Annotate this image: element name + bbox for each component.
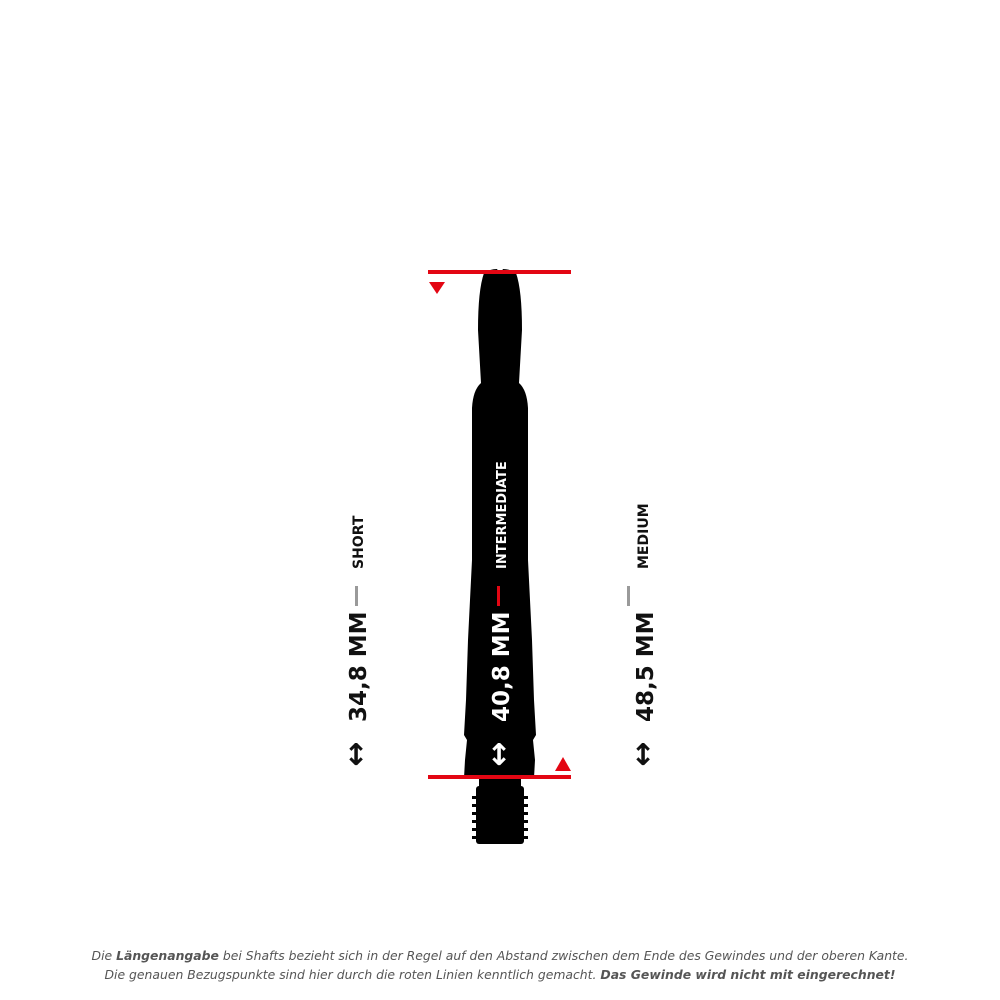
- short-length-label: 34,8 MM: [346, 611, 372, 722]
- intermediate-name-label: INTERMEDIATE: [495, 461, 510, 569]
- intermediate-arrow-icon: ↕: [486, 738, 512, 773]
- intermediate-divider: [497, 586, 500, 606]
- intermediate-length-label: 40,8 MM: [489, 611, 515, 722]
- shaft-thread: [472, 786, 528, 844]
- footnote: [0, 946, 1000, 984]
- footnote-emphasis-1: Längenangabe: [116, 948, 219, 963]
- medium-length-label: 48,5 MM: [633, 611, 659, 722]
- short-name-label: SHORT: [351, 515, 367, 569]
- top-marker-triangle: [429, 282, 445, 294]
- short-divider: [355, 586, 358, 606]
- short-column: [343, 515, 372, 773]
- bottom-marker-triangle: [555, 757, 571, 771]
- medium-divider: [627, 586, 630, 606]
- footnote-emphasis-2: Das Gewinde wird nicht mit eingerechnet!: [600, 967, 896, 982]
- footnote-line-2: Die genauen Bezugspunkte sind hier durch die roten Linien kenntlich gemacht. Das Gewinde wird nicht mit eingerechnet!: [104, 967, 896, 982]
- footnote-line-1: Die Längenangabe bei Shafts bezieht sich in der Regel auf den Abstand zwischen dem Ende des Gewindes und der oberen Kante.: [91, 948, 909, 963]
- short-arrow-icon: ↕: [343, 738, 369, 773]
- medium-arrow-icon: ↕: [630, 738, 656, 773]
- medium-name-label: MEDIUM: [636, 503, 652, 569]
- medium-column: [627, 503, 659, 773]
